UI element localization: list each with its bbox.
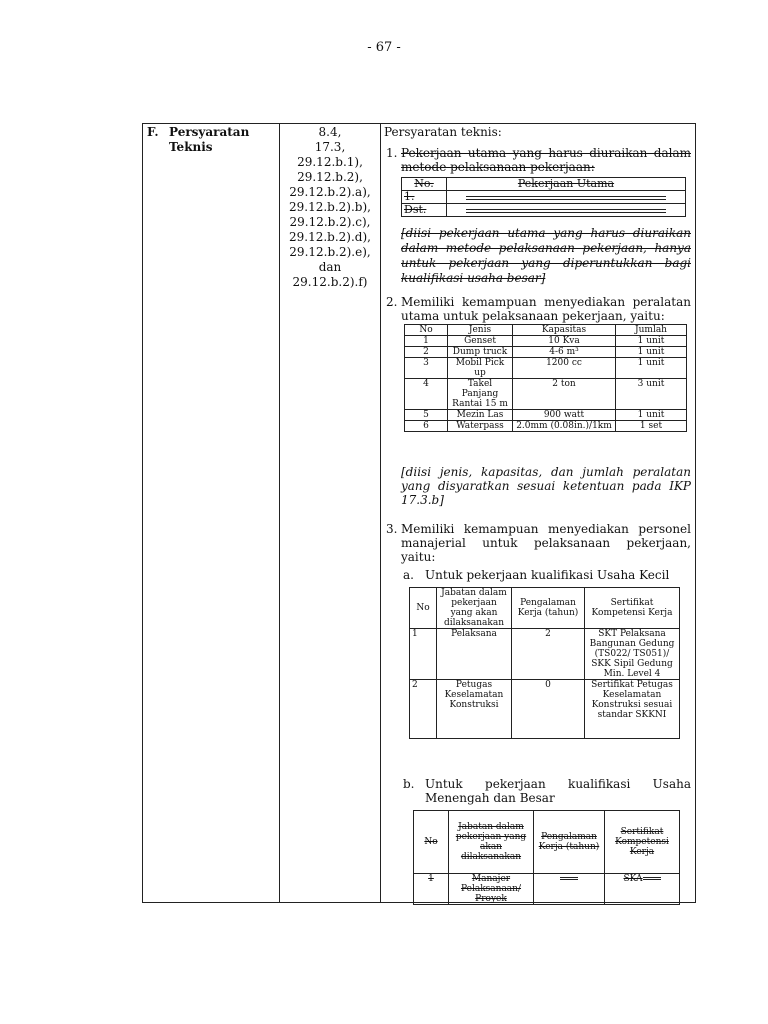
cell-jenis: Waterpass: [448, 421, 513, 432]
reference-item: dan: [318, 260, 342, 274]
cell-kapasitas: 4-6 m³: [513, 347, 616, 358]
cell-sertifikat: SKT Pelaksana Bangunan Gedung (TS022/ TS051)/ SKK Sipil Gedung Min. Level 4: [585, 629, 680, 680]
sub-item-a-text: Untuk pekerjaan kualifikasi Usaha Kecil: [425, 568, 670, 582]
header-sertifikat: Sertifikat Kompetensi Kerja: [585, 588, 680, 629]
cell-sertifikat: Sertifikat Petugas Keselamatan Konstruksi sesuai standar SKKNI: [585, 680, 680, 739]
header-jumlah: Jumlah: [616, 325, 687, 336]
personnel-small-table: [409, 587, 680, 739]
cell-pengalaman: 2: [512, 629, 585, 680]
table-row: [405, 379, 687, 410]
header-no: No: [414, 811, 449, 874]
table-row: [410, 629, 680, 680]
reference-item: 8.4,: [318, 125, 342, 139]
table-row: [405, 421, 687, 432]
page-number: - 67 -: [367, 40, 401, 55]
cell-jumlah: 1 set: [616, 421, 687, 432]
cell-jabatan: Manajer Pelaksanaan/ Proyek: [449, 874, 534, 905]
item-2-text: Memiliki kemampuan menyediakan peralatan utama untuk pelaksanaan pekerjaan, yaitu:: [401, 295, 691, 323]
section-heading: [147, 125, 277, 155]
reference-item: 29.12.b.2).e),: [289, 245, 371, 259]
item-1-text: Pekerjaan utama yang harus diuraikan dalam metode pelaksanaan pekerjaan:: [401, 146, 691, 174]
intro-text: Persyaratan teknis:: [384, 125, 502, 139]
cell-jenis: Mobil Pick up: [448, 358, 513, 379]
cell-kapasitas: 1200 cc: [513, 358, 616, 379]
cell-kapasitas: 2.0mm (0.08in.)/1km: [513, 421, 616, 432]
item-2: [384, 295, 691, 323]
section-title-line1: Persyaratan: [169, 125, 250, 139]
section-title-line2: Teknis: [169, 140, 213, 154]
header-pengalaman: Pengalaman Kerja (tahun): [512, 588, 585, 629]
cell-jumlah: 3 unit: [616, 379, 687, 410]
item-3-number: 3.: [386, 522, 398, 536]
cell-no: 1: [414, 874, 449, 905]
row-no: Dst.: [402, 204, 447, 217]
cell-jumlah: 1 unit: [616, 410, 687, 421]
blank-line: [560, 877, 578, 880]
table-row: [414, 874, 680, 905]
main-work-table: [401, 177, 686, 217]
header-jenis: Jenis: [448, 325, 513, 336]
cell-no: 6: [405, 421, 448, 432]
table-row: [405, 347, 687, 358]
cell-jenis: Genset: [448, 336, 513, 347]
cell-jumlah: 1 unit: [616, 347, 687, 358]
blank-line: [466, 196, 666, 200]
cell-no: 1: [410, 629, 437, 680]
cell-no: 2: [405, 347, 448, 358]
section-letter: F.: [147, 125, 159, 139]
cell-jabatan: Petugas Keselamatan Konstruksi: [437, 680, 512, 739]
cell-no: 1: [405, 336, 448, 347]
cell-no: 2: [410, 680, 437, 739]
table-row: [405, 358, 687, 379]
item-3: [384, 522, 691, 564]
item-3-text: Memiliki kemampuan menyediakan personel manajerial untuk pelaksanaan pekerjaan, yaitu:: [401, 522, 691, 564]
table-row: [405, 410, 687, 421]
cell-pengalaman: 0: [512, 680, 585, 739]
reference-list: [280, 125, 380, 290]
cell-jenis: Mezin Las: [448, 410, 513, 421]
cell-jenis: Takel Panjang Rantai 15 m: [448, 379, 513, 410]
header-jabatan: Jabatan dalam pekerjaan yang akan dilaksanakan: [437, 588, 512, 629]
blank-line: [643, 877, 661, 880]
column-divider: [380, 124, 381, 902]
header-no: No.: [402, 178, 447, 191]
reference-item: 29.12.b.1),: [297, 155, 363, 169]
header-jabatan: Jabatan dalam pekerjaan yang akan dilaksanakan: [449, 811, 534, 874]
cell-kapasitas: 900 watt: [513, 410, 616, 421]
header-pengalaman: Pengalaman Kerja (tahun): [534, 811, 605, 874]
cell-kapasitas: 10 Kva: [513, 336, 616, 347]
header-no: No: [405, 325, 448, 336]
item-2-note: [diisi jenis, kapasitas, dan jumlah peralatan yang disyaratkan sesuai ketentuan pada IKP 17.3.b]: [401, 465, 691, 507]
cell-sertifikat: SKA: [623, 874, 643, 884]
cell-jumlah: 1 unit: [616, 336, 687, 347]
reference-item: 29.12.b.2).c),: [289, 215, 371, 229]
table-row: [402, 204, 686, 217]
blank-line: [466, 209, 666, 213]
reference-item: 29.12.b.2).f): [292, 275, 368, 289]
table-row: [410, 680, 680, 739]
reference-item: 17.3,: [314, 140, 346, 154]
sub-item-b-label: b.: [403, 777, 415, 791]
cell-jabatan: Pelaksana: [437, 629, 512, 680]
cell-no: 4: [405, 379, 448, 410]
cell-no: 3: [405, 358, 448, 379]
header-kapasitas: Kapasitas: [513, 325, 616, 336]
header-no: No: [410, 588, 437, 629]
item-1: [384, 146, 691, 174]
reference-item: 29.12.b.2),: [297, 170, 363, 184]
row-no: 1.: [402, 191, 447, 204]
cell-no: 5: [405, 410, 448, 421]
equipment-table: [404, 324, 687, 432]
sub-item-b: [403, 777, 691, 805]
header-sertifikat: Sertifikat Kompetensi Kerja: [605, 811, 680, 874]
cell-jenis: Dump truck: [448, 347, 513, 358]
table-row: [405, 336, 687, 347]
item-2-number: 2.: [386, 295, 398, 309]
sub-item-a-label: a.: [403, 568, 414, 582]
table-row: [402, 191, 686, 204]
item-1-note: [diisi pekerjaan utama yang harus diuraikan dalam metode pelaksanaan pekerjaan, hanya untuk pekerjaan yang diperuntukkan bagi kualifikasi usaha besar]: [401, 226, 691, 285]
cell-jumlah: 1 unit: [616, 358, 687, 379]
cell-kapasitas: 2 ton: [513, 379, 616, 410]
personnel-large-table: [413, 810, 680, 905]
header-main-work: Pekerjaan Utama: [447, 178, 686, 191]
requirements-table: [142, 123, 696, 903]
sub-item-a: [403, 568, 691, 582]
item-1-number: 1.: [386, 146, 398, 160]
reference-item: 29.12.b.2).d),: [289, 230, 371, 244]
reference-item: 29.12.b.2).a),: [289, 185, 371, 199]
reference-item: 29.12.b.2).b),: [289, 200, 371, 214]
sub-item-b-text: Untuk pekerjaan kualifikasi Usaha Menengah dan Besar: [425, 777, 691, 805]
